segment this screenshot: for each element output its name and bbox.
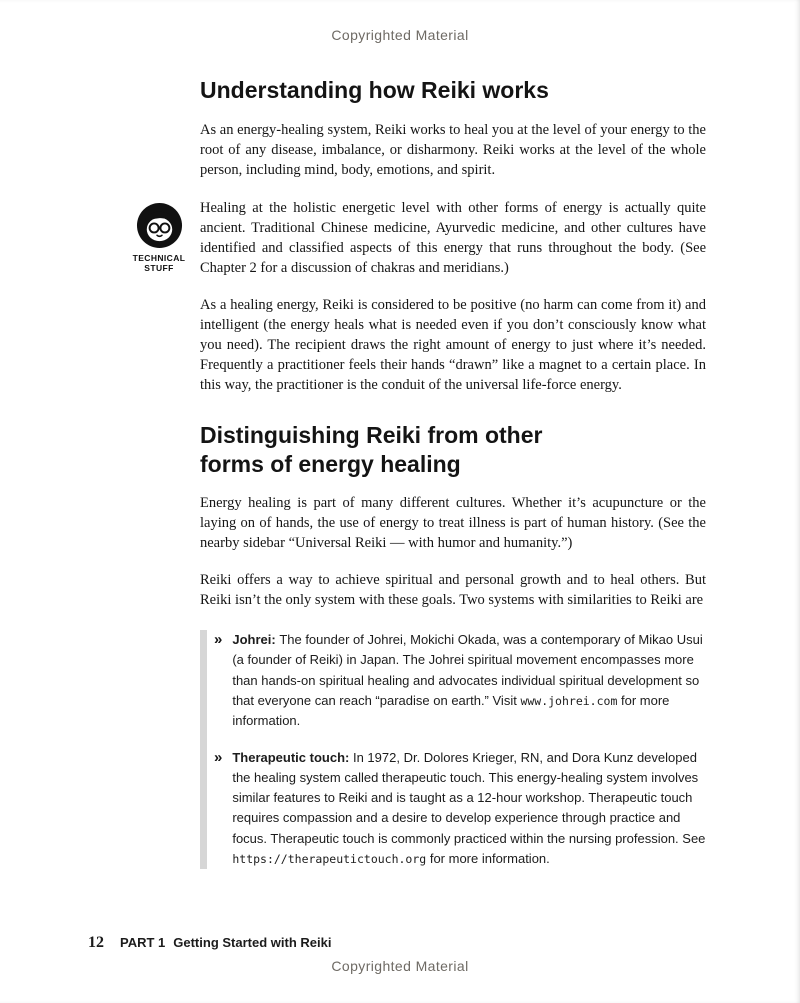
footer-page-number: 12 [88, 934, 104, 951]
list-item [214, 630, 706, 731]
technical-stuff-marker [130, 202, 188, 274]
list-item-text: Therapeutic touch: In 1972, Dr. Dolores Krieger, RN, and Dora Kunz developed the healing system called therapeutic touch. This energy-healing system involves similar features to Reiki and is taught as a 12-hour workshop. Therapeutic touch requires compassion and a desire to develop experience through practice and focus. Therapeutic touch is commonly practiced within the nursing profession. See https://therapeutictouch.org for more information. [232, 749, 706, 866]
paragraph: Healing at the holistic energetic level with other forms of energy is actually quite ancient. Traditional Chinese medicine, Ayurvedic medicine, and other cultures have identified and classified aspects of this energy that runs throughout the body. (See Chapter 2 for a discussion of chakras and meridians.) [200, 199, 706, 276]
technical-stuff-icon [130, 202, 188, 249]
paragraph: As a healing energy, Reiki is considered to be positive (no harm can come from it) and intelligent (the energy heals what is needed even if you don’t consciously know what you need). The recipient draws the right amount of energy to just where it’s needed. Frequently a practitioner feels their hands “drawn” like a magnet to a certain place. In this way, the practitioner is the conduit of the universal life-force energy. [200, 296, 706, 393]
inline-url: https://therapeutictouch.org [232, 851, 427, 866]
page-footer [88, 934, 331, 952]
inline-url: www.johrei.com [520, 693, 618, 708]
section-heading-line2: forms of energy healing [200, 450, 461, 477]
paragraph: Reiki offers a way to achieve spiritual and personal growth and to heal others. But Reiki isn’t the only system with these goals. Two systems with similarities to Reiki are [200, 572, 706, 609]
double-chevron-bullet-icon: » [214, 748, 223, 766]
bullet-list [200, 630, 706, 869]
paragraph: Energy healing is part of many different cultures. Whether it’s acupuncture or the laying on of hands, the use of energy to treat illness is part of human history. (See the nearby sidebar “Universal Reiki — with humor and humanity.”) [200, 495, 706, 552]
footer-part-label: PART 1 [120, 935, 166, 950]
copyright-top-label: Copyrighted Material [331, 27, 469, 43]
footer-part-title: Getting Started with Reiki [173, 935, 332, 950]
copyright-bottom-label: Copyrighted Material [331, 958, 469, 974]
list-item-text: Johrei: The founder of Johrei, Mokichi Okada, was a contemporary of Mikao Usui (a founder of Reiki) in Japan. The Johrei spiritual movement encompasses more than hands-on spiritual healing and advocates individual spiritual development so that everyone can reach “paradise on earth.” Visit www.johrei.com for more information. [232, 632, 703, 728]
paragraph: As an energy-healing system, Reiki works to heal you at the level of your energy to the root of any disease, imbalance, or disharmony. Reiki works at the level of the whole person, including mind, body, emotions, and spirit. [200, 121, 706, 178]
technical-stuff-block [132, 198, 706, 278]
double-chevron-bullet-icon: » [214, 631, 223, 649]
technical-stuff-label: TECHNICAL STUFF [132, 252, 186, 274]
section-heading-line1: Distinguishing Reiki from other [200, 421, 543, 448]
page-content [132, 76, 706, 869]
section-heading-distinguishing [200, 421, 706, 479]
list-item [214, 748, 706, 869]
section-heading-understanding: Understanding how Reiki works [200, 77, 549, 103]
